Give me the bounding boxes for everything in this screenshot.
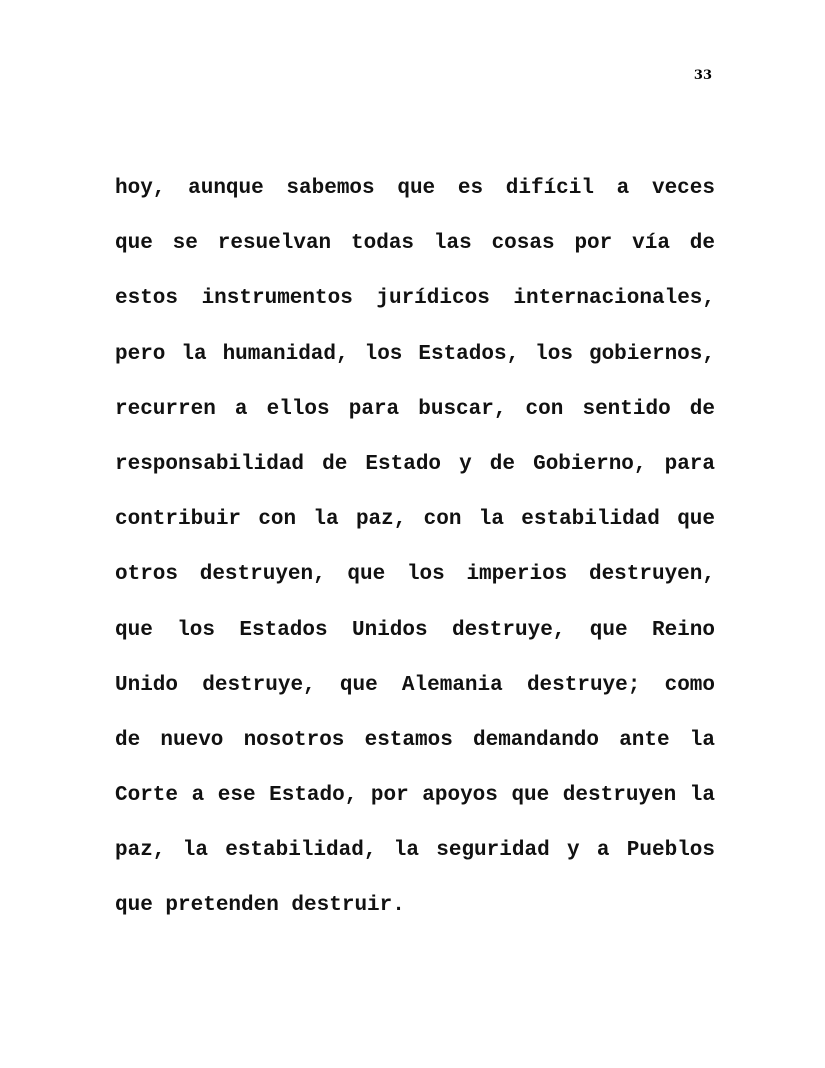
- text-line: que los Estados Unidos destruye, que Reino: [115, 618, 715, 642]
- text-line: contribuir con la paz, con la estabilidad que: [115, 508, 715, 532]
- text-line: Unido destruye, que Alemania destruye; como: [115, 673, 715, 697]
- text-line: responsabilidad de Estado y de Gobierno, para: [115, 452, 715, 476]
- text-line: otros destruyen, que los imperios destruyen,: [115, 563, 715, 587]
- text-line: pero la humanidad, los Estados, los gobiernos,: [115, 342, 715, 366]
- body-paragraph: [115, 170, 715, 943]
- text-line: recurren a ellos para buscar, con sentido de: [115, 397, 715, 421]
- page-number: 33: [693, 68, 712, 83]
- text-line: que pretenden destruir.: [115, 894, 405, 918]
- text-line: de nuevo nosotros estamos demandando ante la: [115, 728, 715, 752]
- text-line: hoy, aunque sabemos que es difícil a veces: [115, 177, 715, 200]
- text-line: paz, la estabilidad, la seguridad y a Pueblos: [115, 839, 715, 863]
- text-line: que se resuelvan todas las cosas por vía de: [115, 232, 715, 256]
- text-line: Corte a ese Estado, por apoyos que destruyen la: [115, 784, 715, 808]
- text-line: estos instrumentos jurídicos internacionales,: [115, 287, 715, 311]
